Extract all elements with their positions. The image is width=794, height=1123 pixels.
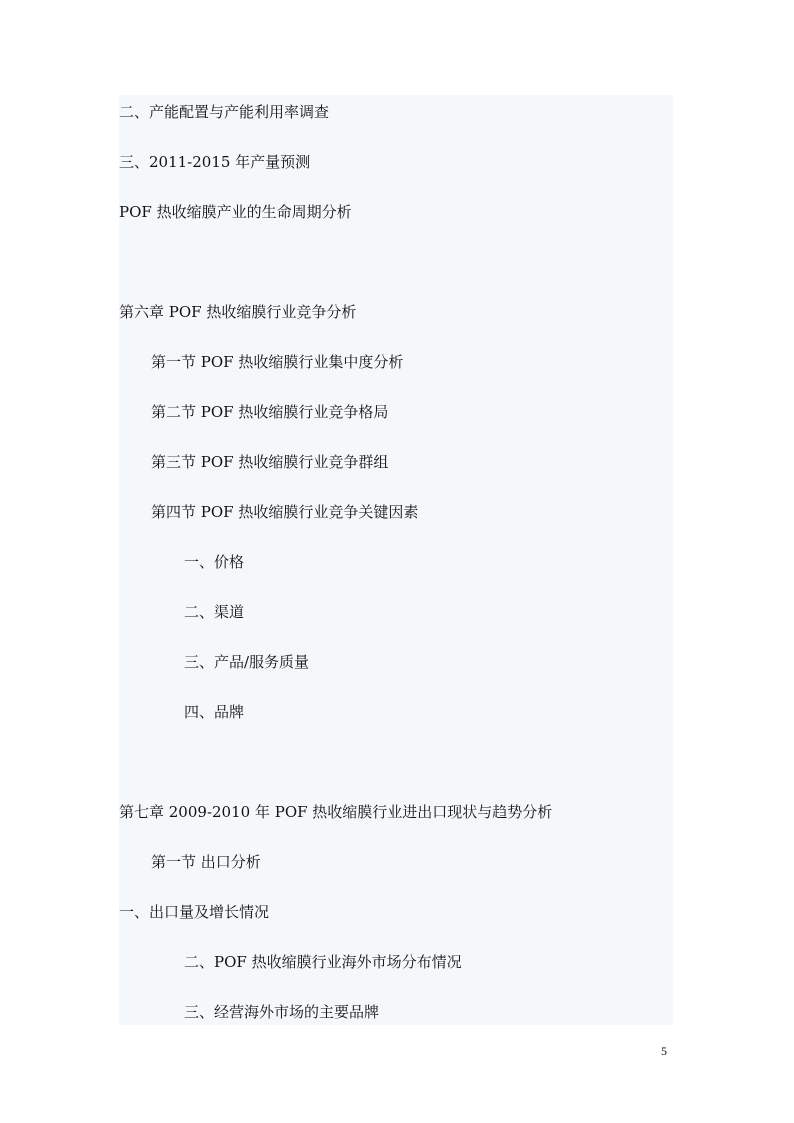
list-item: 二、渠道 <box>184 603 245 621</box>
list-item: 一、出口量及增长情况 <box>119 903 270 921</box>
list-item: 二、产能配置与产能利用率调查 <box>119 103 330 121</box>
section-heading: 第二节 POF 热收缩膜行业竞争格局 <box>151 403 389 421</box>
chapter-heading: 第七章 2009-2010 年 POF 热收缩膜行业进出口现状与趋势分析 <box>119 803 553 821</box>
list-item: 三、经营海外市场的主要品牌 <box>184 1003 380 1021</box>
list-item: POF 热收缩膜产业的生命周期分析 <box>119 203 352 221</box>
section-heading: 第四节 POF 热收缩膜行业竞争关键因素 <box>151 503 419 521</box>
chapter-heading: 第六章 POF 热收缩膜行业竞争分析 <box>119 303 357 321</box>
list-item: 一、价格 <box>184 553 245 571</box>
list-item: 四、品牌 <box>184 703 245 721</box>
list-item: 三、2011-2015 年产量预测 <box>119 153 311 171</box>
page-number: 5 <box>661 1044 667 1058</box>
section-heading: 第三节 POF 热收缩膜行业竞争群组 <box>151 453 389 471</box>
section-heading: 第一节 出口分析 <box>151 853 261 871</box>
list-item: 三、产品/服务质量 <box>184 653 310 671</box>
list-item: 二、POF 热收缩膜行业海外市场分布情况 <box>184 953 462 971</box>
section-heading: 第一节 POF 热收缩膜行业集中度分析 <box>151 353 404 371</box>
